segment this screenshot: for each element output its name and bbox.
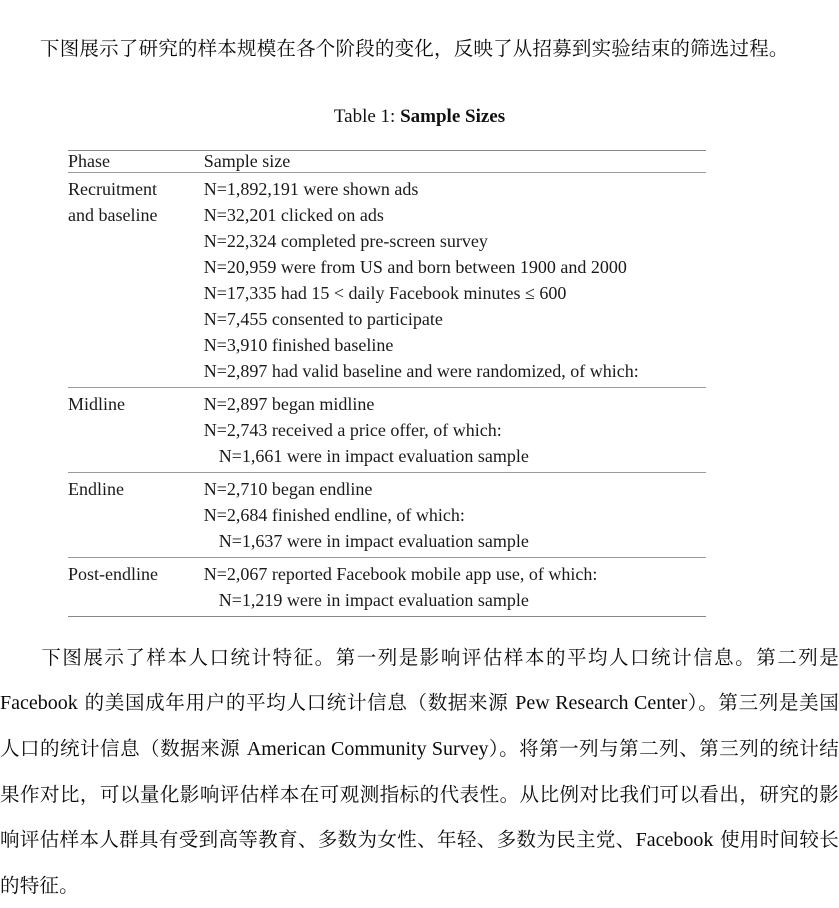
phase-line: Recruitment xyxy=(68,179,157,199)
sample-size-line: N=2,067 reported Facebook mobile app use, of which: xyxy=(203,564,598,584)
phase-cell-recruitment xyxy=(68,173,204,388)
demographics-latin-american-community-survey: American Community Survey xyxy=(246,737,489,760)
demographics-latin-pew-research-center: Pew Research Center xyxy=(515,691,688,714)
phase-line: Midline xyxy=(68,394,125,414)
table-row xyxy=(68,173,706,388)
sample-size-cell-recruitment xyxy=(204,173,706,388)
column-header-sample-size: Sample size xyxy=(203,151,291,171)
phase-line: and baseline xyxy=(68,205,158,225)
sample-size-line: N=22,324 completed pre-screen survey xyxy=(203,231,488,251)
table-row xyxy=(68,388,706,473)
table-caption-title: Sample Sizes xyxy=(400,106,506,127)
intro-paragraph-text: 下图展示了研究的样本规模在各个阶段的变化，反映了从招募到实验结束的筛选过程。 xyxy=(40,36,789,60)
phase-cell-endline xyxy=(68,473,204,558)
table-caption xyxy=(0,106,839,128)
intro-paragraph xyxy=(0,26,839,71)
phase-line: Post-endline xyxy=(68,564,158,584)
sample-size-line: N=3,910 finished baseline xyxy=(203,335,394,355)
column-header-phase: Phase xyxy=(68,151,110,171)
sample-size-line: N=7,455 consented to participate xyxy=(203,309,443,329)
sample-size-cell-midline xyxy=(204,388,706,473)
table-row xyxy=(68,558,706,617)
sample-size-cell-post-endline xyxy=(204,558,706,617)
sample-size-line: N=1,637 were in impact evaluation sample xyxy=(218,531,529,551)
demographics-segment: 下图展示了样本人口统计特征。第一列是影响评估样本的平均人口统计信息。第二列是 xyxy=(40,645,839,669)
sample-size-line: N=32,201 clicked on ads xyxy=(203,205,384,225)
demographics-segment: ）。将第一列与第二列、第三列的统计结果作对比，可以量化影响评估样本在可观测指标的代表性。从比例对比我们可以看出，研究的影响评估样本人群具有受到高等教育、多数为女性、年轻、多数为民主党、 xyxy=(0,736,839,851)
phase-cell-midline xyxy=(68,388,204,473)
demographics-latin-facebook-2: Facebook xyxy=(635,828,714,851)
phase-cell-post-endline xyxy=(68,558,204,617)
demographics-segment: 的美国成年用户的平均人口统计信息（数据来源 xyxy=(77,690,516,714)
sample-size-line: N=2,897 began midline xyxy=(203,394,375,414)
sample-size-line: N=17,335 had 15 < daily Facebook minutes ≤ 600 xyxy=(203,283,567,303)
sample-size-line: N=2,710 began endline xyxy=(203,479,373,499)
sample-size-line: N=2,684 finished endline, of which: xyxy=(203,505,465,525)
sample-sizes-table xyxy=(68,150,706,617)
sample-size-line: N=1,219 were in impact evaluation sample xyxy=(218,590,529,610)
sample-size-line: N=1,892,191 were shown ads xyxy=(203,179,419,199)
phase-line: Endline xyxy=(68,479,124,499)
table-row xyxy=(68,473,706,558)
sample-size-line: N=2,897 had valid baseline and were randomized, of which: xyxy=(203,361,639,381)
sample-size-cell-endline xyxy=(204,473,706,558)
table-header-row xyxy=(68,151,706,173)
table-caption-label: Table 1: xyxy=(333,106,396,127)
demographics-segment: ）。第三列是美国人口的统计信息（数据来源 xyxy=(0,690,839,760)
demographics-segment: 使用时间较长的特征。 xyxy=(0,827,839,897)
sample-size-line: N=2,743 received a price offer, of which: xyxy=(203,420,502,440)
demographics-paragraph xyxy=(0,635,839,908)
sample-size-line: N=20,959 were from US and born between 1900 and 2000 xyxy=(203,257,627,277)
table-head xyxy=(68,151,706,173)
table-body xyxy=(68,173,706,617)
sample-size-line: N=1,661 were in impact evaluation sample xyxy=(218,446,529,466)
demographics-latin-facebook: Facebook xyxy=(0,691,78,714)
